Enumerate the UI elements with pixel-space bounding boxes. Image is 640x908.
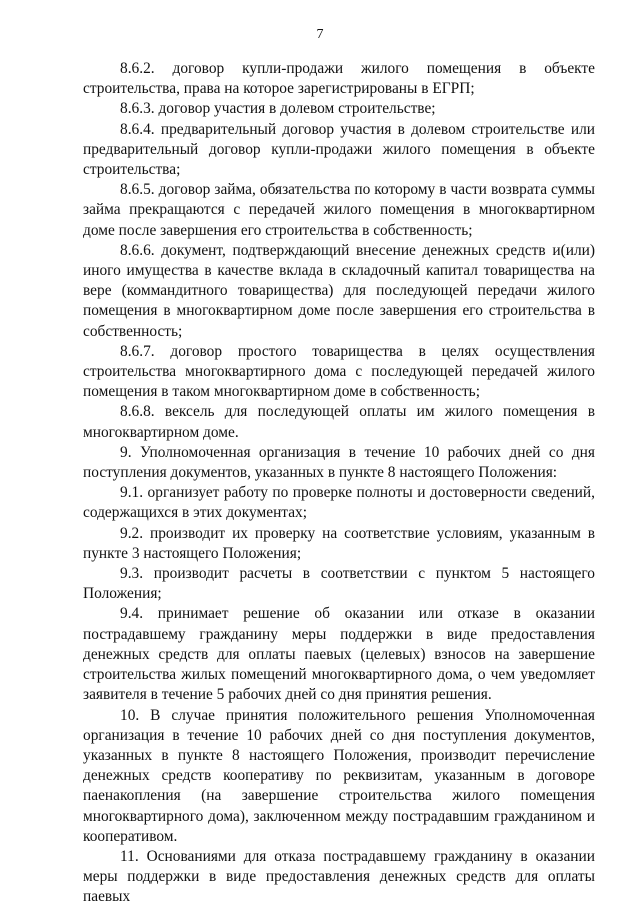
paragraph-8-6-6: 8.6.6. документ, подтверждающий внесение денежных средств и(или) иного имущества в качестве вклада в складочный капитал товарищества на вере (коммандитного товарищества) для последующей передачи жилого помещения в многоквартирном доме после завершения его строительства в собственность; xyxy=(83,241,595,340)
page-number: 7 xyxy=(316,27,324,42)
paragraph-8-6-3: 8.6.3. договор участия в долевом строительстве; xyxy=(120,100,436,118)
paragraph-8-6-5: 8.6.5. договор займа, обязательства по которому в части возврата суммы займа прекращаются с передачей жилого помещения в многоквартирном доме после завершения его строительства в собственность; xyxy=(83,181,595,239)
paragraph-8-6-7: 8.6.7. договор простого товарищества в целях осуществления строительства многоквартирного дома с последующей передачей жилого помещения в таком многоквартирном доме в собственность; xyxy=(83,342,595,401)
paragraph-9-2: 9.2. производит их проверку на соответствие условиям, указанным в пункте 3 настоящего Положения; xyxy=(83,524,595,562)
paragraph-9-1: 9.1. организует работу по проверке полноты и достоверности сведений, содержащихся в этих документах; xyxy=(83,484,595,522)
paragraph-10: 10. В случае принятия положительного решения Уполномоченная организация в течение 10 рабочих дней со дня поступления документов, указанных в пункте 8 настоящего Положения, производит перечисление денежных средств кооперативу по реквизитам, указанным в договоре паенакопления (на завершение строительства жилого помещения многоквартирного дома), заключенном между пострадавшим гражданином и кооперативом. xyxy=(83,706,595,845)
paragraph-9-4: 9.4. принимает решение об оказании или отказе в оказании пострадавшему гражданину меры поддержки в виде предоставления денежных средств для оплаты паевых (целевых) взносов на завершение строительства жилых помещений многоквартирного дома, о чем уведомляет заявителя в течение 5 рабочих дней со дня принятия решения. xyxy=(83,605,595,704)
paragraph-9-3: 9.3. производит расчеты в соответствии с пунктом 5 настоящего Положения; xyxy=(83,565,595,603)
document-body xyxy=(83,59,595,908)
paragraph-8-6-8: 8.6.8. вексель для последующей оплаты им жилого помещения в многоквартирном доме. xyxy=(83,403,595,441)
paragraph-8-6-4: 8.6.4. предварительный договор участия в долевом строительстве или предварительный договор купли-продажи жилого помещения в объекте строительства; xyxy=(83,120,595,179)
paragraph-11: 11. Основаниями для отказа пострадавшему гражданину в оказании меры поддержки в виде предоставления денежных средств для оплаты паевых xyxy=(83,847,595,906)
paragraph-8-6-2: 8.6.2. договор купли-продажи жилого помещения в объекте строительства, права на которое зарегистрированы в ЕГРП; xyxy=(83,60,595,98)
paragraph-9: 9. Уполномоченная организация в течение 10 рабочих дней со дня поступления документов, указанных в пункте 8 настоящего Положения: xyxy=(83,443,595,482)
